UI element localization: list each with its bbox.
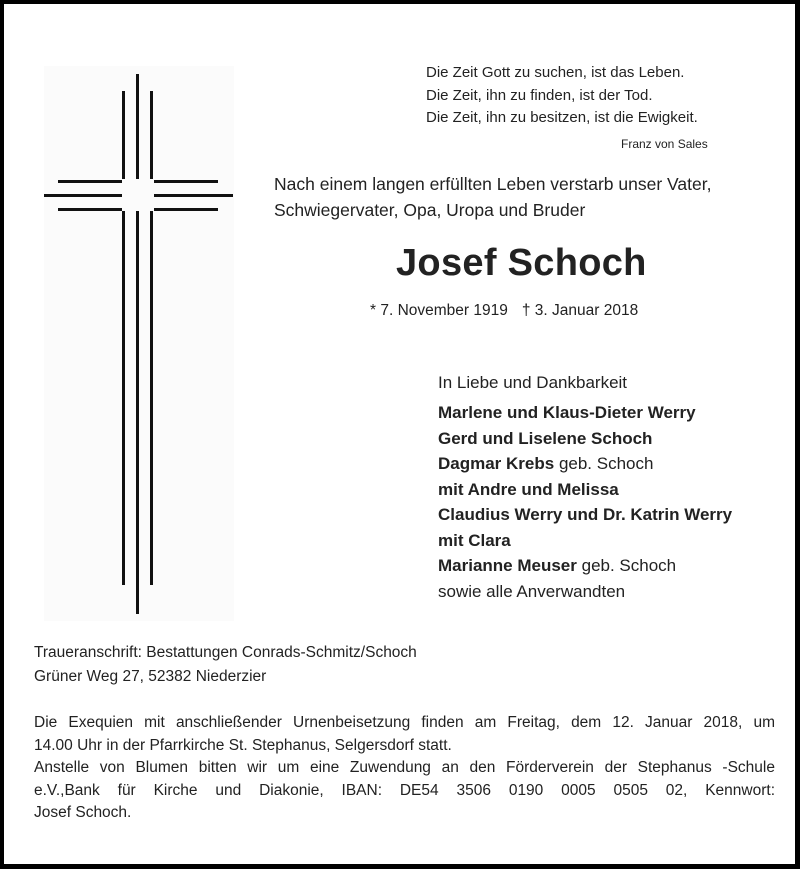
mourner-row — [438, 426, 732, 452]
mourner-name: Marianne Meuser — [438, 556, 577, 575]
mourner-name: Marlene und Klaus-Dieter Werry — [438, 403, 696, 422]
mourner-name: mit Andre und Melissa — [438, 479, 619, 499]
cross-bar-upper-right — [154, 180, 218, 183]
quote-block — [426, 62, 698, 130]
notice-line: e.V.,Bank für Kirche und Diakonie, IBAN: DE54 3506 0190 0005 0505 02, Kennwort: — [34, 781, 775, 799]
mourner-name: mit Clara — [438, 530, 511, 550]
mourner-note: sowie alle Anverwandten — [438, 581, 626, 601]
cross-bar-right-top — [150, 91, 153, 179]
cross-bar-lower-right — [154, 208, 218, 211]
notice-line: Anstelle von Blumen bitten wir um eine Zuwendung an den Förderverein der Stephanus -Schule — [34, 759, 775, 776]
mourner-note: geb. Schoch — [576, 556, 677, 575]
obituary-page — [4, 4, 795, 864]
quote-line: Die Zeit Gott zu suchen, ist das Leben. — [426, 64, 685, 81]
notice-line: Die Exequien mit anschließender Urnenbeisetzung finden am Freitag, dem 12. Januar 2018, um — [34, 714, 775, 731]
mourner-row — [438, 553, 732, 579]
cross-bar-middle-right — [154, 194, 233, 197]
mourner-note: geb. Schoch — [554, 454, 654, 473]
life-dates — [370, 302, 638, 320]
quote-line: Die Zeit, ihn zu besitzen, ist die Ewigkeit. — [426, 109, 698, 126]
mourner-row — [438, 502, 732, 528]
birth-date: * 7. November 1919 — [370, 302, 508, 319]
cross-bar-center-bottom — [136, 211, 139, 614]
intro-text — [274, 171, 711, 223]
intro-line: Nach einem langen erfüllten Leben verstarb unser Vater, — [274, 174, 712, 194]
cross-bar-upper-left — [58, 180, 122, 183]
address-line: Traueranschrift: Bestattungen Conrads-Schmitz/Schoch — [34, 644, 417, 661]
deceased-name: Josef Schoch — [396, 242, 647, 284]
notice-line: Josef Schoch. — [34, 804, 132, 821]
mourners-intro: In Liebe und Dankbarkeit — [438, 373, 628, 392]
quote-author: Franz von Sales — [621, 137, 708, 151]
mourner-row — [438, 528, 732, 554]
cross-bar-left-bottom — [122, 211, 125, 585]
mourner-row — [438, 477, 732, 503]
cross-background — [44, 66, 234, 621]
cross-bar-lower-left — [58, 208, 122, 211]
funeral-address — [34, 641, 417, 688]
cross-bar-left-top — [122, 91, 125, 179]
mourner-row — [438, 579, 732, 605]
cross-bar-right-bottom — [150, 211, 153, 585]
cross-bar-middle-left — [44, 194, 122, 197]
mourner-row — [438, 451, 732, 477]
address-line: Grüner Weg 27, 52382 Niederzier — [34, 667, 267, 685]
service-notice — [34, 712, 775, 825]
mourner-name: Dagmar Krebs — [438, 454, 555, 473]
mourners-list — [438, 370, 732, 604]
mourner-row — [438, 400, 732, 426]
notice-line: 14.00 Uhr in der Pfarrkirche St. Stephanus, Selgersdorf statt. — [34, 736, 452, 754]
mourner-name: Gerd und Liselene Schoch — [438, 428, 653, 448]
death-date: † 3. Januar 2018 — [521, 302, 639, 319]
mourner-name: Claudius Werry und Dr. Katrin Werry — [438, 505, 733, 524]
cross-bar-center-top — [136, 74, 139, 179]
quote-line: Die Zeit, ihn zu finden, ist der Tod. — [426, 86, 653, 104]
intro-line: Schwiegervater, Opa, Uropa und Bruder — [274, 200, 586, 220]
